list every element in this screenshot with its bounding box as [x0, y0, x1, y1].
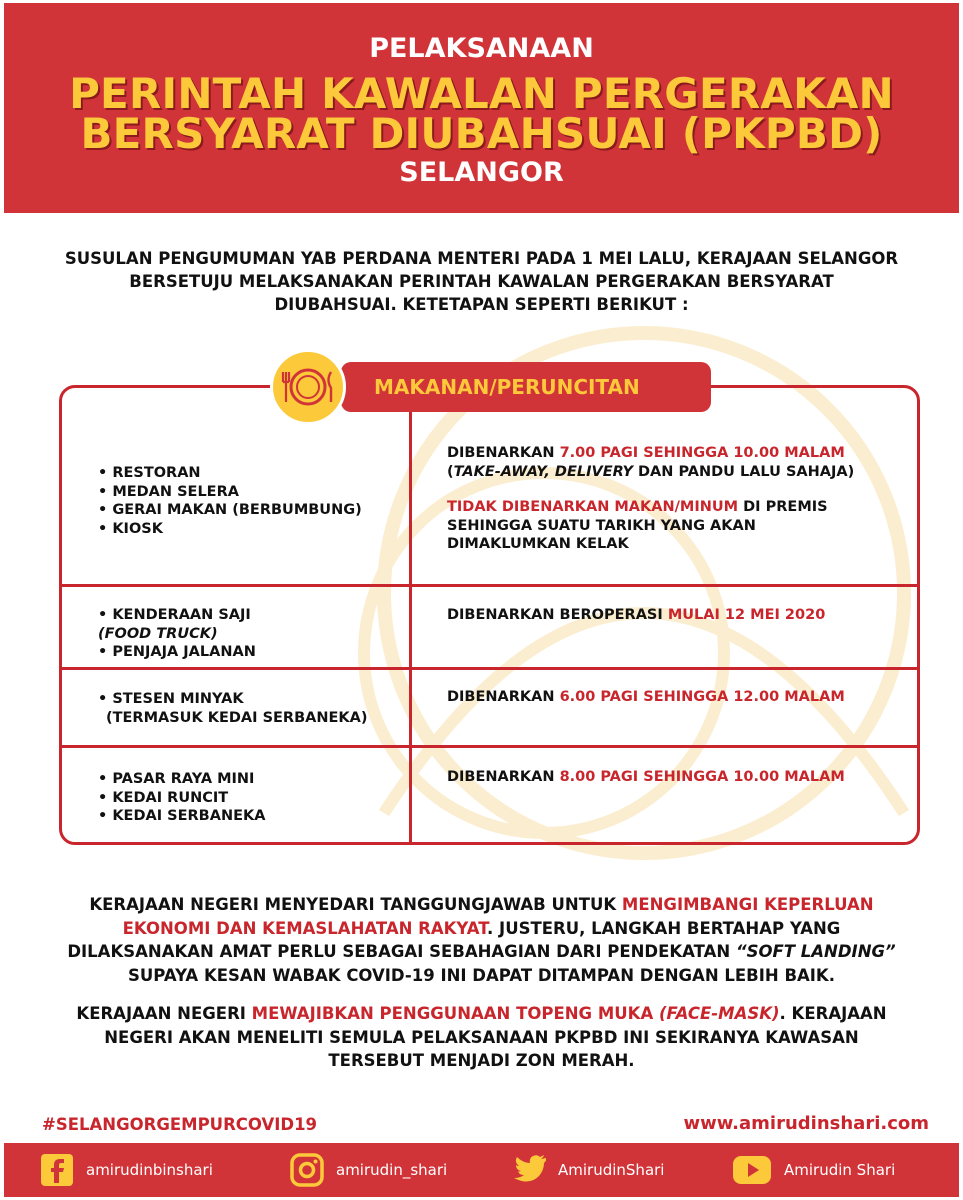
- social-facebook[interactable]: [40, 1153, 213, 1187]
- list-item: • KIOSK: [98, 520, 163, 537]
- paragraph-line: SUPAYA KESAN WABAK COVID-19 INI DAPAT DITAMPAN DENGAN LEBIH BAIK.: [128, 965, 835, 985]
- facebook-icon: [40, 1153, 74, 1187]
- list-item-italic: (FOOD TRUCK): [98, 625, 218, 642]
- intro-line: DIUBAHSUAI. KETETAPAN SEPERTI BERIKUT :: [274, 295, 689, 314]
- instagram-icon: [290, 1153, 324, 1187]
- category-banner: MAKANAN/PERUNCITAN: [341, 362, 711, 412]
- table-divider: [62, 584, 917, 587]
- rule-text: DAN PANDU LALU SAHAJA): [632, 463, 855, 480]
- hashtag: #SELANGORGEMPURCOVID19: [42, 1115, 318, 1134]
- list-item: • PENJAJA JALANAN: [98, 644, 256, 660]
- italic-text: “SOFT LANDING”: [735, 942, 896, 961]
- social-footer: [4, 1143, 959, 1197]
- list-item: • MEDAN SELERA: [98, 483, 239, 500]
- list-item: • GERAI MAKAN (BERBUMBUNG): [98, 502, 362, 518]
- table-row-1-rules: [447, 444, 907, 554]
- highlight: EKONOMI DAN KEMASLAHATAN RAKYAT: [122, 918, 488, 938]
- paragraph-line: NEGERI AKAN MENELITI SEMULA PELAKSANAAN PKPBD INI SEKIRANYA KAWASAN: [104, 1027, 859, 1047]
- text: . KERAJAAN: [779, 1004, 887, 1023]
- rule-text: DIBENARKAN: [447, 769, 560, 785]
- social-twitter[interactable]: [510, 1153, 664, 1187]
- paragraph-line: TERSEBUT MENJADI ZON MERAH.: [328, 1051, 635, 1070]
- rule-highlight: 7.00 PAGI SEHINGGA 10.00 MALAM: [559, 445, 845, 461]
- list-item: • PASAR RAYA MINI: [98, 771, 255, 787]
- rule-highlight: TIDAK DIBENARKAN MAKAN/MINUM: [447, 499, 739, 515]
- intro-text: [44, 247, 919, 316]
- social-instagram[interactable]: [290, 1153, 447, 1187]
- social-youtube[interactable]: [732, 1153, 895, 1187]
- poster: [4, 3, 959, 1197]
- website-link[interactable]: www.amirudinshari.com: [683, 1113, 929, 1134]
- rules-table: [59, 385, 920, 845]
- paragraph-balance: [44, 893, 919, 987]
- rule-text: DI PREMIS: [738, 499, 828, 515]
- list-item: • RESTORAN: [98, 465, 201, 481]
- rule-highlight: 6.00 PAGI SEHINGGA 12.00 MALAM: [559, 689, 845, 705]
- list-item: • KEDAI SERBANEKA: [98, 808, 266, 824]
- intro-line: SUSULAN PENGUMUMAN YAB PERDANA MENTERI PADA 1 MEI LALU, KERAJAAN SELANGOR: [64, 249, 899, 268]
- rule-text: (: [447, 463, 454, 480]
- list-item-note: (TERMASUK KEDAI SERBANEKA): [106, 709, 368, 726]
- table-row-2-categories: [98, 606, 256, 662]
- text: DILAKSANAKAN AMAT PERLU SEBAGAI SEBAHAGIAN DARI PENDEKATAN: [67, 942, 736, 961]
- social-label: Amirudin Shari: [784, 1161, 896, 1179]
- text: KERAJAAN NEGERI MENYEDARI TANGGUNGJAWAB UNTUK: [89, 895, 622, 914]
- text: . JUSTERU, LANGKAH BERTAHAP YANG: [487, 918, 841, 938]
- rule-highlight: 8.00 PAGI SEHINGGA 10.00 MALAM: [559, 769, 845, 785]
- highlight: MEWAJIBKAN PENGGUNAAN TOPENG MUKA: [251, 1004, 659, 1023]
- highlight-italic: (FACE-MASK): [658, 1004, 780, 1023]
- list-item-text: • KENDERAAN SAJI: [98, 607, 251, 623]
- table-row-4-categories: [98, 770, 265, 826]
- table-row-2-rules: [447, 606, 907, 625]
- table-divider: [62, 745, 917, 748]
- social-label: AmirudinShari: [558, 1161, 665, 1179]
- header-title-line1: PERINTAH KAWALAN PERGERAKAN: [69, 69, 894, 118]
- rule-text: DIMAKLUMKAN KELAK: [447, 536, 629, 552]
- list-item: • KEDAI RUNCIT: [98, 789, 229, 806]
- social-label: amirudin_shari: [336, 1161, 448, 1179]
- header-pre-title: PELAKSANAAN: [369, 33, 594, 64]
- table-divider: [62, 667, 917, 670]
- paragraph-face-mask: [44, 1002, 919, 1073]
- table-row-1-categories: [98, 464, 362, 538]
- rule-text: DIBENARKAN: [447, 689, 560, 705]
- header-title-line2: BERSYARAT DIUBAHSUAI (PKPBD): [80, 109, 883, 158]
- plate-cutlery-icon: [270, 349, 346, 425]
- twitter-icon: [510, 1154, 546, 1186]
- social-label: amirudinbinshari: [86, 1161, 213, 1179]
- highlight: MENGIMBANGI KEPERLUAN: [621, 895, 874, 914]
- table-row-4-rules: [447, 768, 907, 787]
- intro-line: BERSETUJU MELAKSANAKAN PERINTAH KAWALAN PERGERAKAN BERSYARAT: [129, 272, 834, 291]
- youtube-icon: [732, 1155, 772, 1185]
- rule-highlight: MULAI 12 MEI 2020: [667, 607, 826, 623]
- table-row-3-categories: [98, 690, 368, 727]
- paragraph-line: [44, 940, 919, 964]
- paragraph-line: [44, 893, 919, 917]
- rule-text: DIBENARKAN BEROPERASI: [447, 607, 668, 623]
- text: KERAJAAN NEGERI: [76, 1004, 252, 1023]
- header-region: SELANGOR: [399, 157, 564, 188]
- rule-text: DIBENARKAN: [447, 445, 560, 461]
- rule-text: SEHINGGA SUATU TARIKH YANG AKAN: [447, 517, 756, 534]
- list-item: [98, 606, 256, 643]
- table-row-3-rules: [447, 688, 907, 707]
- list-item: • STESEN MINYAK: [98, 691, 244, 707]
- table-divider-vertical: [409, 388, 412, 842]
- paragraph-line: [44, 917, 919, 941]
- rule-italic: TAKE-AWAY, DELIVERY: [453, 463, 633, 480]
- header-banner: [4, 3, 959, 213]
- paragraph-line: [44, 1002, 919, 1026]
